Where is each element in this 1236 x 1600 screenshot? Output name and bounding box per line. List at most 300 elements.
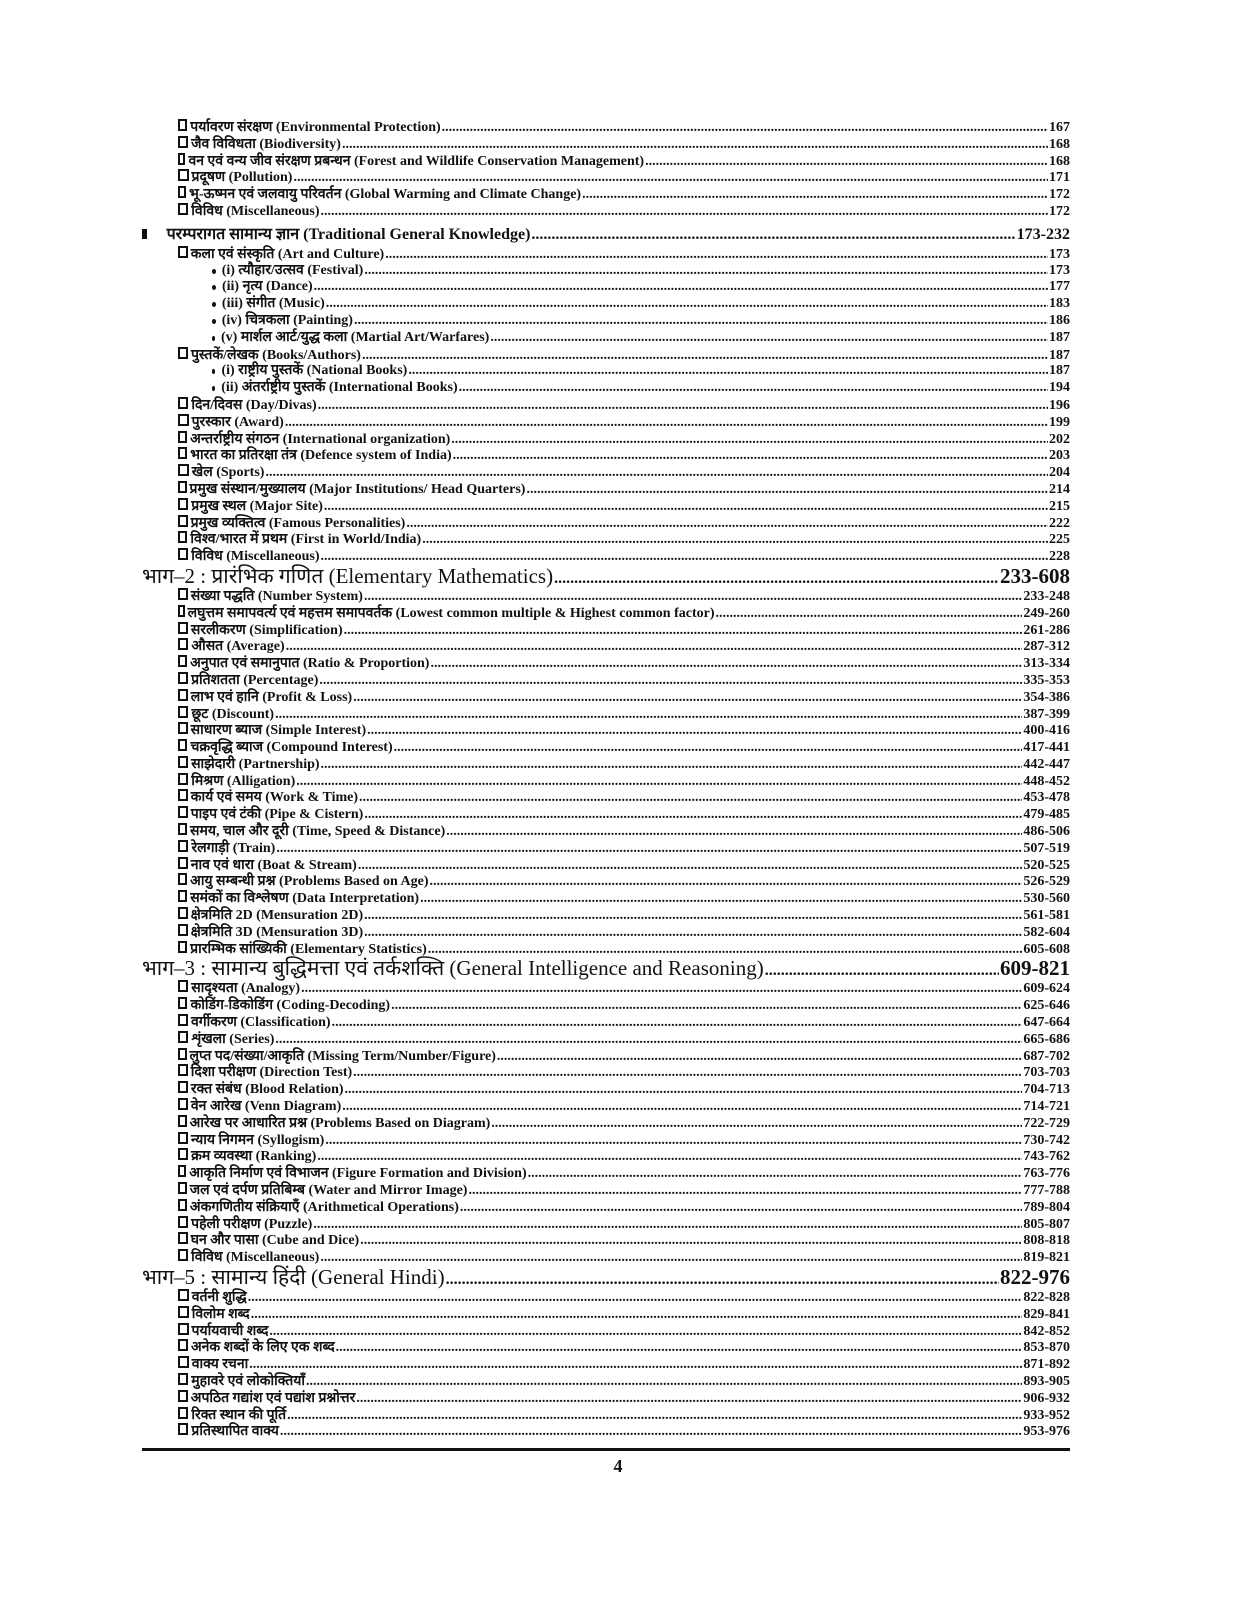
dot-leader (353, 690, 1022, 707)
dot-leader (446, 824, 1022, 841)
dot-leader (420, 891, 1022, 908)
checkbox-square-icon (178, 481, 187, 493)
dot-leader (453, 448, 1048, 465)
entry-label: लाभ एवं हानि (Profit & Loss) (190, 689, 353, 705)
toc-entry[interactable] (142, 689, 1070, 706)
checkbox-square-icon (178, 672, 188, 684)
page-ref: 714-721 (1023, 1099, 1070, 1115)
toc-entry[interactable] (142, 924, 1070, 941)
page-ref: 335-353 (1023, 672, 1070, 688)
toc-entry[interactable] (142, 907, 1070, 924)
checkbox-square-icon (178, 136, 188, 148)
page-ref: 842-852 (1023, 1323, 1070, 1339)
checkbox-square-icon (178, 823, 187, 835)
toc-entry[interactable] (142, 515, 1070, 532)
entry-label: प्रमुख स्थल (Major Site) (191, 498, 323, 514)
toc-entry[interactable] (142, 1356, 1070, 1373)
checkbox-square-icon (178, 1216, 188, 1228)
page-ref: 507-519 (1023, 840, 1070, 856)
dot-leader (332, 1015, 1023, 1032)
toc-entry[interactable] (142, 153, 1070, 170)
entry-label: औसत (Average) (191, 639, 285, 655)
toc-entry[interactable] (142, 531, 1070, 548)
table-of-contents (142, 119, 1070, 1440)
dot-leader (554, 567, 999, 590)
checkbox-square-icon (178, 1232, 188, 1244)
page-ref: 763-776 (1023, 1166, 1070, 1182)
entry-label: अंकगणितीय संक्रियाएँ (Arithmetical Operations) (189, 1199, 459, 1215)
dot-leader (306, 1374, 1022, 1391)
checkbox-square-icon (178, 464, 189, 476)
entry-label: नाव एवं धारा (Boat & Stream) (190, 857, 357, 873)
page-ref: 822-976 (1000, 1265, 1070, 1289)
checkbox-square-icon (178, 773, 188, 785)
entry-label: वर्गीकरण (Classification) (190, 1015, 331, 1031)
page-ref: 609-624 (1023, 981, 1070, 997)
toc-entry[interactable] (142, 136, 1070, 153)
dot-leader (531, 224, 1015, 246)
checkbox-square-icon (178, 638, 188, 650)
toc-entry[interactable] (142, 722, 1070, 739)
dot-leader (430, 656, 1022, 673)
page-ref: 442-447 (1023, 756, 1070, 772)
dot-leader (359, 790, 1022, 807)
entry-label: कोडिंग-डिकोडिंग (Coding-Decoding) (190, 998, 391, 1014)
page-ref: 204 (1049, 465, 1070, 481)
dot-leader (491, 1116, 1022, 1133)
dot-leader (342, 137, 1048, 154)
page-ref: 186 (1049, 312, 1070, 328)
toc-entry[interactable] (142, 605, 1070, 622)
toc-entry[interactable] (142, 1115, 1070, 1132)
page-ref: 703-703 (1023, 1065, 1070, 1081)
page-ref: 183 (1049, 296, 1070, 312)
toc-entry[interactable] (142, 481, 1070, 498)
toc-entry[interactable] (142, 706, 1070, 723)
toc-entry[interactable] (142, 1081, 1070, 1098)
page-ref: 177 (1049, 279, 1070, 295)
entry-label: भाग–2 : प्रारंभिक गणित (Elementary Mathematics) (142, 563, 554, 588)
page-ref: 722-729 (1023, 1115, 1070, 1131)
entry-label: अन्तर्राष्ट्रीय संगठन (International organization) (190, 431, 451, 447)
checkbox-square-icon (178, 907, 188, 919)
entry-label: अनेक शब्दों के लिए एक शब्द (190, 1340, 335, 1356)
entry-label: विविध (Miscellaneous) (191, 203, 320, 219)
toc-entry[interactable] (142, 1031, 1070, 1048)
toc-entry[interactable] (142, 1423, 1070, 1440)
checkbox-square-icon (178, 431, 187, 443)
entry-label: न्याय निगमन (Syllogism) (191, 1132, 325, 1148)
checkbox-square-icon (178, 447, 187, 459)
dot-leader (360, 1233, 1022, 1250)
toc-entry[interactable] (142, 186, 1070, 203)
entry-label: लुप्त पद/संख्या/आकृति (Missing Term/Number/Figure) (189, 1048, 496, 1064)
entry-label: विविध (Miscellaneous) (191, 1250, 320, 1266)
entry-label: भू-ऊष्मन एवं जलवायु परिवर्तन (Global Warming and Climate Change) (189, 187, 582, 203)
page-ref: 225 (1049, 532, 1070, 548)
checkbox-square-icon (178, 1031, 188, 1043)
dot-leader (342, 1099, 1022, 1116)
toc-entry[interactable] (142, 1390, 1070, 1407)
page-ref: 625-646 (1023, 998, 1070, 1014)
checkbox-square-icon (178, 1098, 188, 1110)
dot-leader (468, 1183, 1022, 1200)
dot-leader (353, 1065, 1022, 1082)
toc-entry[interactable] (142, 789, 1070, 806)
toc-entry[interactable] (142, 548, 1070, 565)
checkbox-square-icon (178, 1064, 188, 1076)
toc-entry[interactable] (142, 773, 1070, 790)
page-ref: 167 (1049, 120, 1070, 135)
page-ref: 199 (1049, 414, 1070, 430)
toc-entry[interactable] (142, 1182, 1070, 1199)
checkbox-square-icon (178, 531, 187, 543)
checkbox-square-icon (178, 1249, 188, 1261)
checkbox-square-icon (178, 689, 188, 701)
entry-label: सादृश्यता (Analogy) (191, 981, 301, 997)
dot-leader (287, 1408, 1022, 1425)
entry-label: पाइप एवं टंकी (Pipe & Cistern) (190, 807, 364, 823)
toc-entry[interactable] (142, 431, 1070, 448)
entry-label: प्रतिशतता (Percentage) (191, 672, 319, 688)
checkbox-square-icon (178, 706, 188, 718)
dot-leader (265, 465, 1048, 482)
toc-entry[interactable] (142, 890, 1070, 907)
toc-entry[interactable] (142, 347, 1070, 364)
dot-leader (248, 1290, 1023, 1307)
checkbox-square-icon (178, 588, 188, 600)
page-ref: 168 (1049, 153, 1070, 169)
dot-leader (422, 532, 1048, 549)
entry-label: अनुपात एवं समानुपात (Ratio & Proportion) (190, 656, 430, 672)
page-ref: 743-762 (1023, 1149, 1070, 1165)
page-ref: 249-260 (1023, 605, 1070, 621)
toc-entry[interactable] (142, 1014, 1070, 1031)
entry-label: पुरस्कार (Award) (191, 414, 284, 430)
dot-leader (451, 432, 1048, 449)
toc-entry[interactable] (142, 997, 1070, 1014)
toc-entry[interactable] (142, 638, 1070, 655)
page-ref: 906-932 (1023, 1390, 1070, 1406)
checkbox-square-icon (178, 924, 188, 936)
entry-label: आकृति निर्माण एवं विभाजन (Figure Formation and Division) (189, 1166, 527, 1182)
dot-leader (528, 1166, 1023, 1183)
page-ref: 202 (1049, 431, 1070, 447)
toc-entry[interactable] (142, 1306, 1070, 1323)
page-ref: 453-478 (1023, 790, 1070, 806)
entry-label: अपठित गद्यांश एवं पद्यांश प्रश्नोत्तर (190, 1390, 356, 1406)
dot-leader (319, 673, 1022, 690)
bullet-icon (212, 269, 216, 274)
toc-entry[interactable] (142, 203, 1070, 220)
toc-entry[interactable] (142, 447, 1070, 464)
dot-leader (430, 874, 1023, 891)
entry-label: समंकों का विश्लेषण (Data Interpretation) (190, 891, 420, 907)
page-ref: 313-334 (1023, 656, 1070, 672)
entry-label: (v) मार्शल आर्ट/युद्ध कला (Martial Art/Warfares) (221, 329, 490, 345)
toc-entry[interactable] (142, 588, 1070, 605)
entry-label: प्रदूषण (Pollution) (191, 170, 293, 186)
toc-entry[interactable] (142, 980, 1070, 997)
dot-leader (296, 774, 1022, 791)
dot-leader (490, 330, 1048, 347)
entry-label: वेन आरेख (Venn Diagram) (190, 1099, 342, 1115)
entry-label: विलोम शब्द (191, 1306, 250, 1322)
entry-label: भारत का प्रतिरक्षा तंत्र (Defence system of India) (190, 448, 452, 464)
checkbox-square-icon (178, 1081, 188, 1093)
checkbox-square-icon (178, 739, 187, 751)
page-ref: 203 (1049, 448, 1070, 464)
dot-leader (358, 858, 1023, 875)
entry-label: पर्यावरण संरक्षण (Environmental Protection) (190, 120, 441, 135)
checkbox-square-icon (178, 397, 188, 409)
page-ref: 173 (1049, 246, 1070, 262)
page-ref: 777-788 (1023, 1183, 1070, 1199)
dot-leader (459, 380, 1048, 397)
page-ref: 561-581 (1023, 908, 1070, 924)
toc-subentry[interactable] (142, 279, 1070, 296)
dot-leader (367, 723, 1022, 740)
page-ref: 196 (1049, 397, 1070, 413)
page-ref: 582-604 (1023, 924, 1070, 940)
page-ref: 530-560 (1023, 891, 1070, 907)
checkbox-square-icon (178, 857, 188, 869)
toc-entry[interactable] (142, 1232, 1070, 1249)
dot-leader (356, 1391, 1022, 1408)
checkbox-square-icon (178, 1407, 188, 1419)
toc-entry[interactable] (142, 1289, 1070, 1306)
page-ref: 354-386 (1023, 689, 1070, 705)
toc-entry[interactable] (142, 1132, 1070, 1149)
checkbox-square-icon (178, 1048, 187, 1060)
toc-entry[interactable] (142, 1407, 1070, 1424)
entry-label: रिक्त स्थान की पूर्ति (191, 1407, 287, 1423)
checkbox-square-icon (178, 980, 188, 992)
toc-entry[interactable] (142, 857, 1070, 874)
page-ref: 172 (1049, 187, 1070, 203)
dot-leader (326, 296, 1048, 313)
toc-subentry[interactable] (142, 313, 1070, 330)
entry-label: लघुत्तम समापवर्त्य एवं महत्तम समापवर्तक (Lowest common multiple & Highest common factor) (187, 605, 715, 621)
entry-label: (iv) चित्रकला (Painting) (221, 312, 353, 328)
toc-entry[interactable] (142, 498, 1070, 515)
checkbox-square-icon (178, 1148, 188, 1160)
entry-label: क्षेत्रमिति 2D (Mensuration 2D) (190, 908, 364, 924)
toc-entry[interactable] (142, 1249, 1070, 1266)
page-ref: 486-506 (1023, 824, 1070, 840)
toc-entry[interactable] (142, 756, 1070, 773)
bullet-icon (212, 369, 215, 374)
toc-subentry[interactable] (142, 380, 1070, 397)
toc-subentry[interactable] (142, 263, 1070, 280)
toc-entry[interactable] (142, 739, 1070, 756)
entry-label: क्षेत्रमिति 3D (Mensuration 3D) (190, 924, 364, 940)
entry-label: घन और पासा (Cube and Dice) (190, 1233, 360, 1249)
toc-subentry[interactable] (142, 330, 1070, 347)
dot-leader (497, 1049, 1022, 1066)
checkbox-square-icon (178, 655, 187, 667)
part-heading[interactable] (142, 565, 1070, 588)
dot-leader (286, 639, 1023, 656)
checkbox-square-icon (178, 1323, 189, 1335)
part-heading[interactable] (142, 957, 1070, 980)
page-ref: 687-702 (1023, 1048, 1070, 1064)
entry-label: पर्यायवाची शब्द (191, 1323, 269, 1339)
entry-label: प्रतिस्थापित वाक्य (191, 1424, 279, 1440)
toc-entry[interactable] (142, 1064, 1070, 1081)
checkbox-square-icon (178, 605, 185, 617)
checkbox-square-icon (178, 203, 188, 215)
page-ref: 953-976 (1023, 1424, 1070, 1440)
filled-square-icon (142, 229, 147, 239)
entry-label: क्रम व्यवस्था (Ranking) (191, 1149, 317, 1165)
toc-entry[interactable] (142, 169, 1070, 186)
page-ref: 287-312 (1023, 639, 1070, 655)
entry-label: प्रमुख संस्थान/मुख्यालय (Major Institutions/ Head Quarters) (189, 481, 526, 497)
toc-entry[interactable] (142, 622, 1070, 639)
toc-entry[interactable] (142, 1373, 1070, 1390)
entry-label: संख्या पद्धति (Number System) (190, 588, 363, 604)
toc-entry[interactable] (142, 397, 1070, 414)
dot-leader (364, 263, 1048, 280)
page-ref: 387-399 (1023, 706, 1070, 722)
toc-entry[interactable] (142, 1199, 1070, 1216)
entry-label: साधारण ब्याज (Simple Interest) (190, 723, 367, 739)
bullet-icon (212, 302, 216, 307)
page-ref: 479-485 (1023, 807, 1070, 823)
toc-entry[interactable] (142, 1148, 1070, 1165)
checkbox-square-icon (178, 169, 189, 181)
dot-leader (336, 1340, 1023, 1357)
entry-label: जैव विविधता (Biodiversity) (191, 136, 341, 152)
checkbox-square-icon (178, 1199, 187, 1211)
toc-entry[interactable] (142, 1048, 1070, 1065)
page-ref: 417-441 (1023, 740, 1070, 756)
toc-subentry[interactable] (142, 296, 1070, 313)
page-ref: 665-686 (1023, 1031, 1070, 1047)
page-ref: 704-713 (1023, 1082, 1070, 1098)
entry-label: छूट (Discount) (191, 706, 275, 722)
entry-label: भाग–5 : सामान्य हिंदी (General Hindi) (142, 1265, 445, 1289)
entry-label: आयु सम्बन्धी प्रश्न (Problems Based on Age) (190, 874, 429, 890)
checkbox-square-icon (178, 1182, 187, 1194)
section-heading[interactable] (142, 224, 1070, 246)
page-ref: 215 (1049, 498, 1070, 514)
checkbox-square-icon (178, 1356, 189, 1368)
dot-leader (325, 1133, 1022, 1150)
toc-entry[interactable] (142, 414, 1070, 431)
dot-leader (275, 1032, 1022, 1049)
dot-leader (362, 348, 1048, 365)
checkbox-square-icon (178, 1132, 188, 1144)
checkbox-square-icon (178, 246, 188, 258)
checkbox-square-icon (178, 890, 187, 902)
toc-entry[interactable] (142, 1216, 1070, 1233)
page-ref: 605-608 (1023, 941, 1070, 957)
dot-leader (391, 998, 1022, 1015)
part-heading[interactable] (142, 1266, 1070, 1289)
dot-leader (344, 623, 1023, 640)
dot-leader (765, 959, 999, 982)
toc-entry[interactable] (142, 464, 1070, 481)
dot-leader (442, 120, 1048, 137)
dot-leader (645, 154, 1048, 171)
toc-entry[interactable] (142, 655, 1070, 672)
page-ref: 228 (1049, 549, 1070, 565)
dot-leader (285, 415, 1048, 432)
toc-entry[interactable] (142, 806, 1070, 823)
toc-subentry[interactable] (142, 363, 1070, 380)
toc-entry[interactable] (142, 840, 1070, 857)
dot-leader (364, 589, 1022, 606)
toc-entry[interactable] (142, 823, 1070, 840)
dot-leader (394, 740, 1023, 757)
checkbox-square-icon (178, 1373, 188, 1385)
entry-label: कार्य एवं समय (Work & Time) (190, 790, 359, 806)
dot-leader (385, 247, 1048, 264)
dot-leader (460, 1200, 1022, 1217)
page-ref: 187 (1049, 363, 1070, 379)
entry-label: दिन/दिवस (Day/Divas) (191, 397, 317, 413)
page-ref: 819-821 (1023, 1250, 1070, 1266)
checkbox-square-icon (178, 1306, 189, 1318)
page-ref: 893-905 (1023, 1373, 1070, 1389)
page-ref: 822-828 (1023, 1290, 1070, 1305)
entry-label: जल एवं दर्पण प्रतिबिम्ब (Water and Mirror Image) (189, 1183, 468, 1199)
checkbox-square-icon (178, 873, 187, 885)
toc-entry[interactable] (142, 941, 1070, 958)
entry-label: प्रारम्भिक सांख्यिकी (Elementary Statistics) (190, 941, 427, 957)
toc-entry[interactable] (142, 1098, 1070, 1115)
checkbox-square-icon (178, 153, 185, 165)
toc-entry[interactable] (142, 1339, 1070, 1356)
entry-label: (ii) नृत्य (Dance) (221, 279, 313, 295)
page-number: 4 (613, 1456, 623, 1476)
page-ref: 194 (1049, 380, 1070, 396)
page-ref: 400-416 (1023, 723, 1070, 739)
footer-rule (142, 1448, 1070, 1451)
checkbox-square-icon (178, 548, 188, 560)
entry-label: पहेली परीक्षण (Puzzle) (191, 1216, 313, 1232)
entry-label: प्रमुख व्यक्तित्व (Famous Personalities) (190, 515, 406, 531)
page-ref: 233-248 (1023, 588, 1070, 604)
dot-leader (301, 981, 1022, 998)
bullet-icon (212, 285, 216, 290)
dot-leader (364, 807, 1022, 824)
dot-leader (446, 1268, 999, 1291)
entry-label: मिश्रण (Alligation) (191, 773, 296, 789)
entry-label: (ii) अंतर्राष्ट्रीय पुस्तकें (International Books) (221, 380, 458, 396)
page-ref: 829-841 (1023, 1306, 1070, 1322)
dot-leader (314, 279, 1048, 296)
toc-entry[interactable] (142, 1165, 1070, 1182)
toc-entry[interactable] (142, 246, 1070, 263)
toc-entry[interactable] (142, 672, 1070, 689)
page-ref: 171 (1049, 170, 1070, 186)
entry-label: विविध (Miscellaneous) (191, 549, 320, 565)
page-ref: 233-608 (1000, 563, 1070, 588)
entry-label: चक्रवृद्धि ब्याज (Compound Interest) (190, 740, 393, 756)
page-ref: 871-892 (1023, 1357, 1070, 1373)
dot-leader (321, 757, 1023, 774)
toc-entry[interactable] (142, 873, 1070, 890)
checkbox-square-icon (178, 840, 188, 852)
toc-entry[interactable] (142, 119, 1070, 136)
toc-entry[interactable] (142, 1323, 1070, 1340)
dot-leader (276, 841, 1022, 858)
entry-label: (i) राष्ट्रीय पुस्तकें (National Books) (221, 363, 408, 379)
entry-label: पुस्तकें/लेखक (Books/Authors) (190, 347, 361, 363)
